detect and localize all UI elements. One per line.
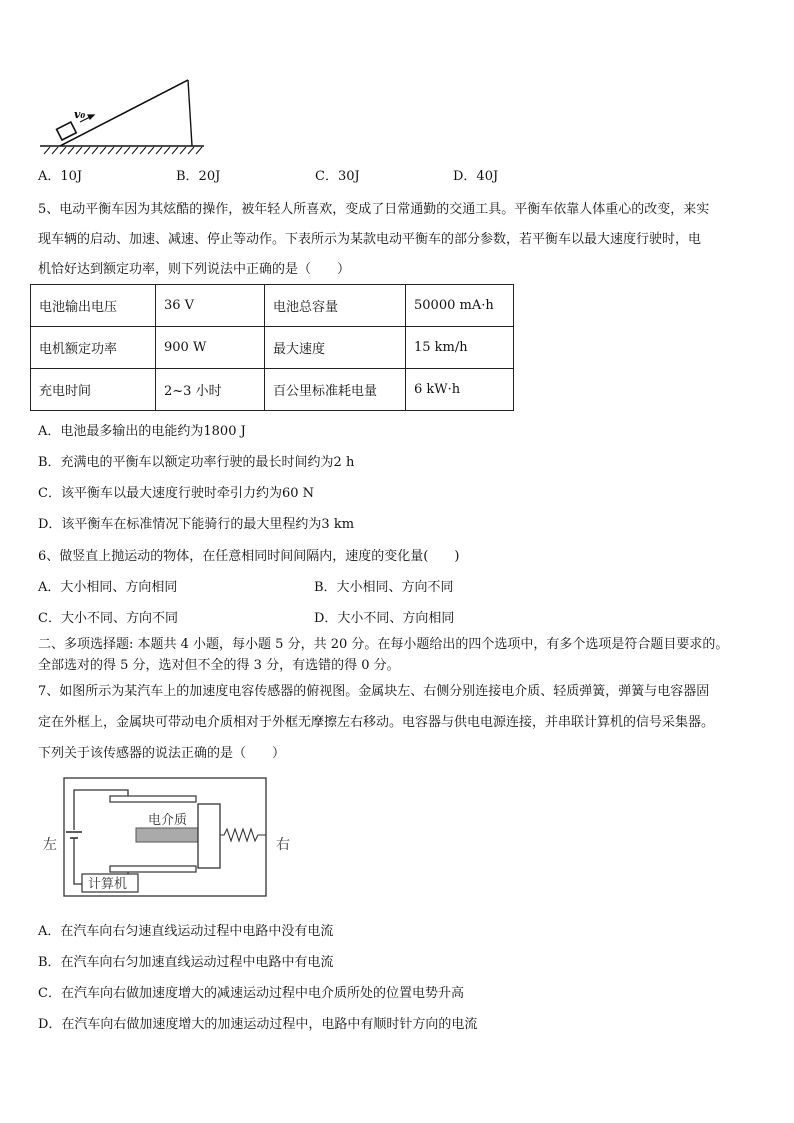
table-cell: 6 kW·h	[406, 369, 514, 411]
q4-option-d[interactable]: D．40J	[453, 169, 499, 184]
left-label: 左	[43, 837, 57, 853]
q5-stem-line-2: 现车辆的启动、加速、减速、停止等动作。下表所示为某款电动平衡车的部分参数，若平衡车以最大速度行驶时，电	[38, 232, 702, 247]
table-cell: 15 km/h	[406, 327, 514, 369]
q7-stem-line-3: 下列关于该传感器的说法正确的是（ ）	[38, 746, 286, 761]
section2-line-2: 全部选对的得 5 分，选对但不全的得 3 分，有选错的得 0 分。	[38, 658, 400, 673]
table-cell: 最大速度	[265, 327, 406, 369]
table-cell: 电池总容量	[265, 285, 406, 327]
incline-figure	[38, 74, 208, 158]
q6-option-a[interactable]: A．大小相同、方向相同	[38, 580, 178, 595]
q4-option-b[interactable]: B．20J	[176, 169, 221, 184]
dielectric-label: 电介质	[148, 813, 188, 828]
capacitor-sensor-figure	[38, 772, 308, 902]
table-cell: 36 V	[156, 285, 265, 327]
q7-option-a[interactable]: A．在汽车向右匀速直线运动过程中电路中没有电流	[38, 924, 334, 939]
q7-option-b[interactable]: B．在汽车向右匀加速直线运动过程中电路中有电流	[38, 955, 334, 970]
table-cell: 50000 mA·h	[406, 285, 514, 327]
block	[57, 122, 77, 140]
q6-option-d[interactable]: D．大小不同、方向相同	[314, 611, 455, 626]
q7-option-c[interactable]: C．在汽车向右做加速度增大的减速运动过程中电介质所处的位置电势升高	[38, 986, 464, 1001]
q7-stem-line-1: 7、如图所示为某汽车上的加速度电容传感器的俯视图。金属块左、右侧分别连接电介质、轻质弹簧，弹簧与电容器固	[38, 684, 710, 699]
q6-stem: 6、做竖直上抛运动的物体，在任意相同时间间隔内，速度的变化量( )	[38, 549, 460, 564]
q5-option-a[interactable]: A．电池最多输出的电能约为1800 J	[38, 424, 246, 439]
q7-stem-line-2: 定在外框上，金属块可带动电介质相对于外框无摩擦左右移动。电容器与供电电源连接，并串联计算机的信号采集器。	[38, 715, 715, 730]
q5-stem-line-3: 机恰好达到额定功率，则下列说法中正确的是（ ）	[38, 262, 351, 277]
right-label: 右	[276, 837, 290, 853]
q5-stem-line-1: 5、电动平衡车因为其炫酷的操作，被年轻人所喜欢，变成了日常通勤的交通工具。平衡车依靠人体重心的改变，来实	[38, 202, 710, 217]
bottom-plate	[110, 866, 196, 872]
dielectric	[136, 828, 198, 842]
q6-option-c[interactable]: C．大小不同、方向不同	[38, 611, 178, 626]
table-row	[31, 327, 514, 369]
top-plate	[110, 796, 196, 802]
table-row	[31, 285, 514, 327]
q5-spec-table	[30, 284, 514, 411]
table-cell: 充电时间	[31, 369, 156, 411]
q5-option-c[interactable]: C．该平衡车以最大速度行驶时牵引力约为60 N	[38, 486, 314, 501]
computer-label: 计算机	[88, 877, 128, 892]
q5-option-b[interactable]: B．充满电的平衡车以额定功率行驶的最长时间约为2 h	[38, 455, 355, 470]
q7-option-d[interactable]: D．在汽车向右做加速度增大的加速运动过程中，电路中有顺时针方向的电流	[38, 1017, 478, 1032]
v0-label: v₀	[74, 108, 86, 121]
q6-option-b[interactable]: B．大小相同、方向不同	[314, 580, 454, 595]
table-cell: 电池输出电压	[31, 285, 156, 327]
table-cell: 电机额定功率	[31, 327, 156, 369]
table-row	[31, 369, 514, 411]
q4-option-a[interactable]: A．10J	[38, 169, 83, 184]
table-cell: 900 W	[156, 327, 265, 369]
q4-option-c[interactable]: C．30J	[315, 169, 360, 184]
table-cell: 百公里标准耗电量	[265, 369, 406, 411]
metal-block	[198, 804, 220, 868]
table-cell: 2~3 小时	[156, 369, 265, 411]
q5-option-d[interactable]: D．该平衡车在标准情况下能骑行的最大里程约为3 km	[38, 517, 355, 532]
section2-line-1: 二、多项选择题: 本题共 4 小题，每小题 5 分，共 20 分。在每小题给出的四个选项中，有多个选项是符合题目要求的。	[38, 637, 729, 652]
